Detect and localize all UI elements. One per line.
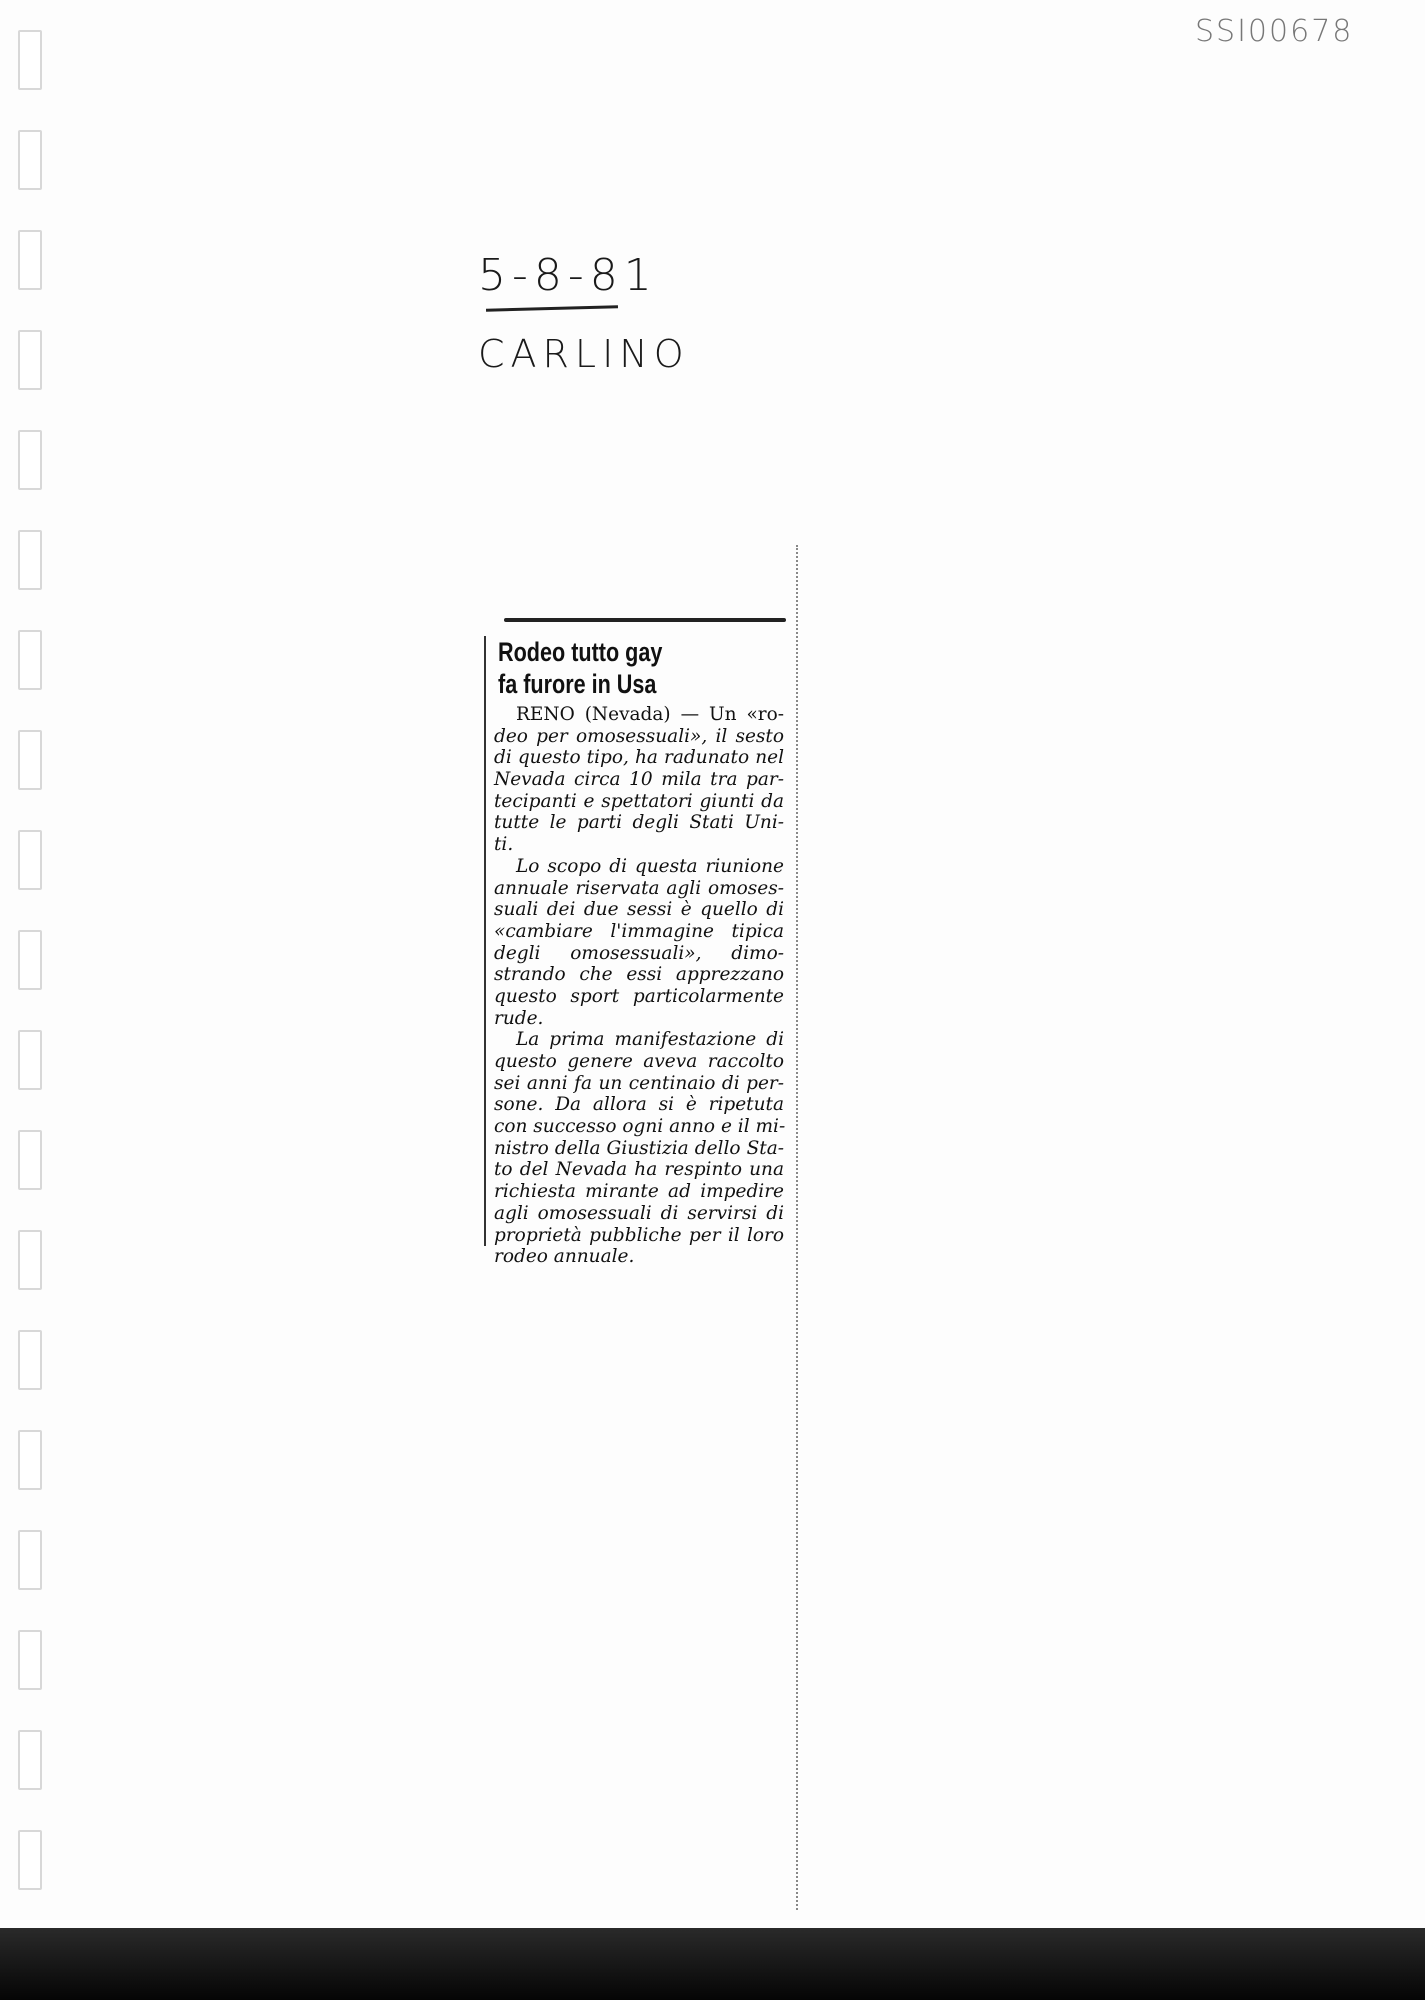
cut-line (796, 545, 798, 1910)
handwritten-source: CARLINO (478, 332, 690, 376)
article-line: di questo tipo, ha radunato nel (494, 747, 784, 769)
binder-hole (18, 830, 42, 890)
binder-hole (18, 730, 42, 790)
article-line: agli omosessuali di servirsi di (494, 1202, 784, 1224)
headline-line: fa furore in Usa (498, 669, 657, 699)
article-line: ti. (494, 834, 514, 856)
handwritten-underline (486, 305, 618, 311)
article-line: deo per omosessuali», il sesto (494, 725, 784, 747)
article-line: nistro della Giustizia dello Sta- (494, 1137, 784, 1159)
article-line: RENO (Nevada) — Un «ro- (516, 704, 784, 725)
article-line: Nevada circa 10 mila tra par- (494, 769, 784, 791)
binder-hole (18, 1130, 42, 1190)
clipping-left-rule (484, 636, 486, 1246)
article-line: rude. (494, 1007, 544, 1029)
binder-hole (18, 330, 42, 390)
article-line: richiesta mirante ad impedire (494, 1181, 784, 1203)
article-line: rodeo annuale. (494, 1246, 635, 1268)
article-line: con successo ogni anno e il mi- (494, 1116, 786, 1138)
article-line: annuale riservata agli omoses- (494, 877, 784, 899)
binder-hole (18, 1830, 42, 1890)
binder-hole (18, 930, 42, 990)
article-line: questo genere aveva raccolto (494, 1051, 784, 1072)
binder-hole (18, 1530, 42, 1590)
binder-hole (18, 1630, 42, 1690)
binder-hole (18, 1430, 42, 1490)
article-line: tecipanti e spettatori giunti da (494, 790, 784, 812)
article-line: sone. Da allora si è ripetuta (494, 1094, 784, 1116)
article-line: sei anni fa un centinaio di per- (494, 1072, 784, 1094)
headline-line: Rodeo tutto gay (498, 637, 663, 667)
binder-hole (18, 1030, 42, 1090)
article-line: strando che essi apprezzano (494, 964, 784, 986)
article-line: «cambiare l'immagine tipica (494, 920, 784, 942)
binder-hole (18, 230, 42, 290)
binder-hole (18, 630, 42, 690)
article-line: tutte le parti degli Stati Uni- (494, 812, 784, 834)
article-line: questo sport particolarmente (494, 985, 784, 1007)
article-line: La prima manifestazione di (516, 1029, 784, 1051)
newspaper-clipping (484, 618, 790, 1268)
archive-stamp: SSI00678 (1195, 14, 1354, 49)
binder-hole (18, 1330, 42, 1390)
article-line: proprietà pubbliche per il loro (494, 1224, 784, 1246)
binder-hole (18, 430, 42, 490)
article-line: Lo scopo di questa riunione (516, 855, 784, 877)
binder-hole (18, 130, 42, 190)
binder-hole (18, 530, 42, 590)
article-line: to del Nevada ha respinto una (494, 1159, 784, 1181)
article-body (494, 704, 784, 1268)
article-headline (498, 636, 662, 700)
scan-bottom-edge (0, 1928, 1425, 2000)
article-line: suali dei due sessi è quello di (494, 899, 784, 921)
handwritten-date: 5-8-81 (478, 250, 658, 301)
article-line: degli omosessuali», dimo- (494, 942, 784, 964)
clipping-top-rule (504, 618, 786, 622)
binder-hole (18, 1230, 42, 1290)
binder-hole (18, 30, 42, 90)
binder-hole (18, 1730, 42, 1790)
